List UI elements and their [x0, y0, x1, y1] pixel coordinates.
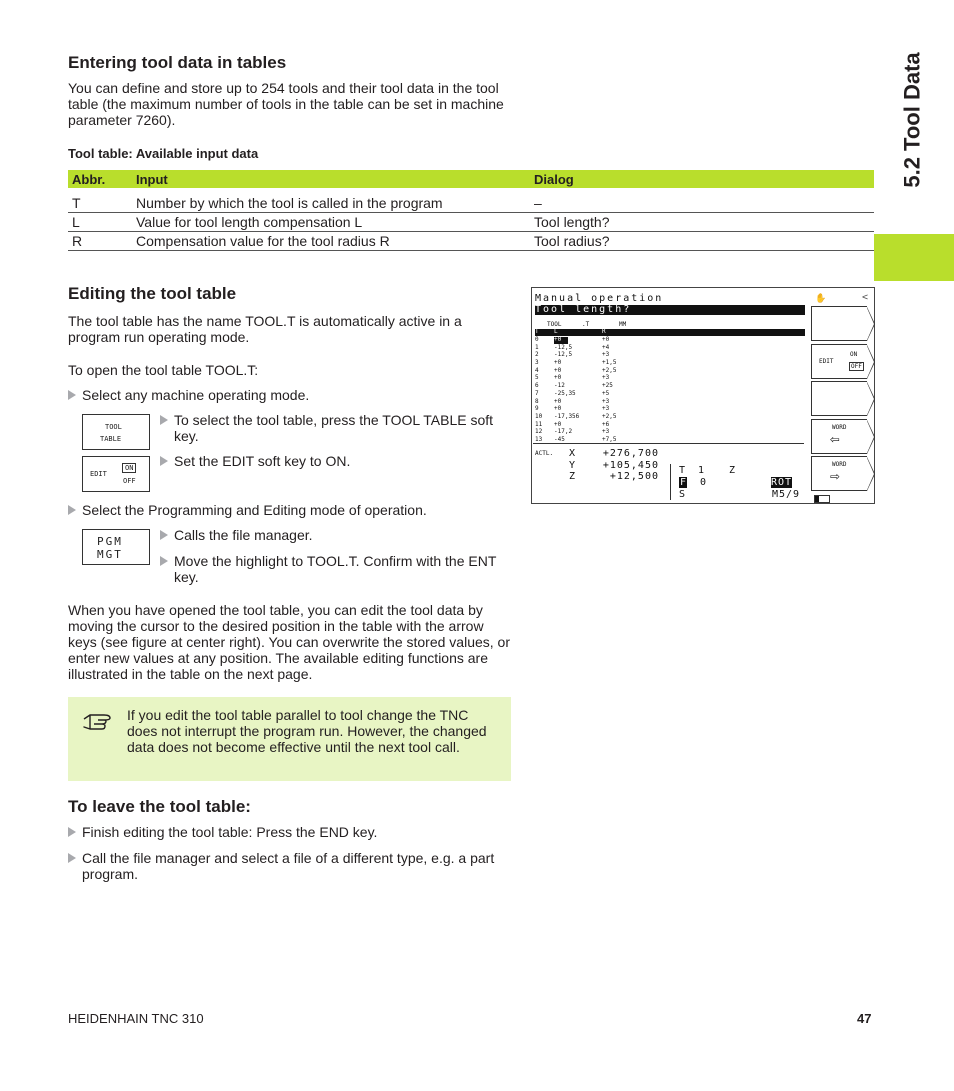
note-text: If you edit the tool table parallel to tool change the TNC does not interrupt the program run. However, the changed data does not become effective until the next tool call.	[127, 707, 487, 755]
cell-abbr: T	[68, 188, 132, 213]
screen-cell-length: -17,2	[554, 428, 573, 436]
input-data-table	[68, 170, 874, 251]
screen-cell-tool: 9	[535, 405, 539, 413]
screen-cell-radius: +3	[602, 428, 610, 436]
step-press-end: Finish editing the tool table: Press the END key.	[68, 824, 508, 840]
screen-cell-length: +0	[554, 405, 562, 413]
col-header-input: Input	[132, 170, 530, 188]
screen-cell-radius: +7,5	[602, 435, 617, 443]
screen-cell-length: -12,5	[554, 343, 573, 351]
screen-cell-radius: +2,5	[602, 412, 617, 420]
cell-input: Value for tool length compensation L	[132, 213, 530, 232]
arrow-left-icon: ⇦	[830, 429, 840, 448]
screen-cell-length: -17,356	[554, 412, 580, 420]
screen-cell-tool: 7	[535, 389, 539, 397]
screen-cell-length: +0	[554, 420, 562, 428]
editing-intro: The tool table has the name TOOL.T is automatically active in a program run operating mode.	[68, 313, 462, 345]
section-marker-tab	[874, 234, 954, 281]
screen-cell-tool: 10	[535, 412, 543, 420]
screen-edit-softkey[interactable]: EDIT ON OFF	[811, 344, 867, 379]
table-caption: Tool table: Available input data	[68, 146, 259, 161]
step-programming-mode: Select the Programming and Editing mode of operation.	[68, 502, 508, 518]
section-side-title: 5.2 Tool Data	[900, 52, 926, 188]
heading-editing: Editing the tool table	[68, 284, 237, 303]
step-edit-on: Set the EDIT soft key to ON.	[160, 453, 510, 469]
arrow-right-icon: ⇨	[830, 466, 840, 485]
screen-cell-radius: +0	[602, 336, 610, 343]
step-select-mode: Select any machine operating mode.	[68, 387, 508, 403]
hand-icon: ✋	[815, 294, 827, 304]
heading-leaving: To leave the tool table:	[68, 797, 251, 816]
cell-input: Number by which the tool is called in the program	[132, 188, 530, 213]
step-highlight-tool-t: Move the highlight to TOOL.T. Confirm with the ENT key.	[160, 553, 500, 585]
pointing-hand-icon	[82, 707, 114, 733]
screen-mode: Manual operation	[535, 293, 664, 304]
heading-entering: Entering tool data in tables	[68, 53, 287, 72]
screen-cell-tool: 6	[535, 382, 539, 390]
screen-cell-tool: 11	[535, 420, 543, 428]
tnc-screen-figure: Manual operation Tool length? ✋ < TOOL .T MM T L R 0 +0 +0 1 -12,5 +4 2 -12,5 +3 3 +0 +1,5 4 +0 +2,5 5 +0 +3 6 -12 +25 7 -25,35 +5 8 +0 +3 9 +0 +3 10 -17,356 +2,5 11 +0 +6 12 -17,2 +3 13 -45 +7,5 ACTL. X +276,700 Y +105,450 Z +12,500 T 1 Z F 0 ROT S M5/9 EDIT ON OFF WORD ⇦ WORD ⇨	[531, 287, 875, 504]
screen-cell-tool: 4	[535, 366, 539, 374]
screen-cell-length: -12,5	[554, 351, 573, 359]
cell-dialog: Tool radius?	[530, 232, 874, 251]
screen-cell-length: +0	[554, 366, 562, 374]
entering-body: You can define and store up to 254 tools and their tool data in the tool table (the maximum number of tools in the table can be set in machine parameter 7260).	[68, 80, 504, 128]
screen-cell-radius: +1,5	[602, 359, 617, 367]
screen-softkey-1[interactable]	[811, 306, 867, 341]
column-header-bar: T L R	[535, 329, 805, 336]
step-file-manager: Calls the file manager.	[160, 527, 510, 543]
bullet-arrow-icon	[68, 853, 76, 863]
screen-cell-radius: +5	[602, 389, 610, 397]
screen-cell-tool: 3	[535, 359, 539, 367]
screen-cell-radius: +3	[602, 374, 610, 382]
chevron-left-icon: <	[862, 292, 869, 303]
screen-cell-tool: 8	[535, 397, 539, 405]
screen-cell-tool: 13	[535, 435, 543, 443]
screen-cell-tool: 2	[535, 351, 539, 359]
cell-input: Compensation value for the tool radius R	[132, 232, 530, 251]
col-header-abbr: Abbr.	[68, 170, 132, 188]
cell-abbr: L	[68, 213, 132, 232]
bullet-arrow-icon	[68, 827, 76, 837]
step-tool-table: To select the tool table, press the TOOL TABLE soft key.	[160, 412, 510, 444]
note-box	[68, 697, 511, 781]
open-label: To open the tool table TOOL.T:	[68, 362, 259, 378]
screen-cell-tool: 12	[535, 428, 543, 436]
cell-dialog: Tool length?	[530, 213, 874, 232]
col-header-dialog: Dialog	[530, 170, 874, 188]
screen-word-left-softkey[interactable]: WORD ⇦	[811, 419, 867, 454]
screen-cell-radius: +25	[602, 382, 613, 390]
bullet-arrow-icon	[160, 456, 168, 466]
screen-cell-radius: +4	[602, 343, 610, 351]
screen-cell-length: -12	[554, 382, 565, 390]
screen-cell-length: -45	[554, 435, 565, 443]
bullet-arrow-icon	[68, 505, 76, 515]
screen-cell-radius: +3	[602, 397, 610, 405]
step-call-file-manager: Call the file manager and select a file of a different type, e.g. a part program.	[68, 850, 498, 882]
table-row	[68, 213, 874, 232]
bullet-arrow-icon	[68, 390, 76, 400]
screen-word-right-softkey[interactable]: WORD ⇨	[811, 456, 867, 491]
actl-label: ACTL.	[535, 450, 554, 457]
tool-table-softkey[interactable]: TOOL TABLE	[82, 414, 150, 450]
screen-axes: X +276,700 Y +105,450 Z +12,500	[569, 448, 659, 482]
screen-cell-length: +0	[554, 397, 562, 405]
screen-cell-tool: 5	[535, 374, 539, 382]
screen-cell-radius: +2,5	[602, 366, 617, 374]
table-row	[68, 188, 874, 213]
screen-cell-tool: 0	[535, 336, 539, 343]
screen-status-panel: T 1 Z F 0 ROT S M5/9	[670, 464, 807, 500]
screen-prompt: Tool length?	[535, 305, 805, 315]
bullet-arrow-icon	[160, 530, 168, 540]
screen-cell-radius: +3	[602, 351, 610, 359]
screen-softkey-3[interactable]	[811, 381, 867, 416]
cell-abbr: R	[68, 232, 132, 251]
screen-cell-radius: +6	[602, 420, 610, 428]
screen-cell-length: +0	[554, 374, 562, 382]
screen-scroll-indicator	[814, 495, 830, 503]
screen-cell-tool: 1	[535, 343, 539, 351]
pgm-mgt-softkey[interactable]: PGM MGT	[82, 529, 150, 565]
bullet-arrow-icon	[160, 556, 168, 566]
page-number: 47	[857, 1011, 872, 1026]
table-row	[68, 232, 874, 251]
after-open-paragraph: When you have opened the tool table, you can edit the tool data by moving the cursor to the desired position in the table with the arrow keys (see figure at center right). You can overwrite the stored values, or enter new values at any position. The available editing functions are illustrated in the table on the next page.	[68, 602, 511, 682]
footer-title: HEIDENHAIN TNC 310	[68, 1011, 204, 1026]
bullet-arrow-icon	[160, 415, 168, 425]
edit-softkey[interactable]: EDIT ON OFF	[82, 456, 150, 492]
cell-dialog: –	[530, 188, 874, 213]
screen-cell-length: -25,35	[554, 389, 576, 397]
edit-on-indicator: ON	[122, 463, 136, 473]
screen-cell-radius: +3	[602, 405, 610, 413]
screen-cell-length: +0	[554, 359, 562, 367]
screen-divider	[533, 443, 804, 444]
screen-cell-length: +0	[554, 336, 562, 343]
